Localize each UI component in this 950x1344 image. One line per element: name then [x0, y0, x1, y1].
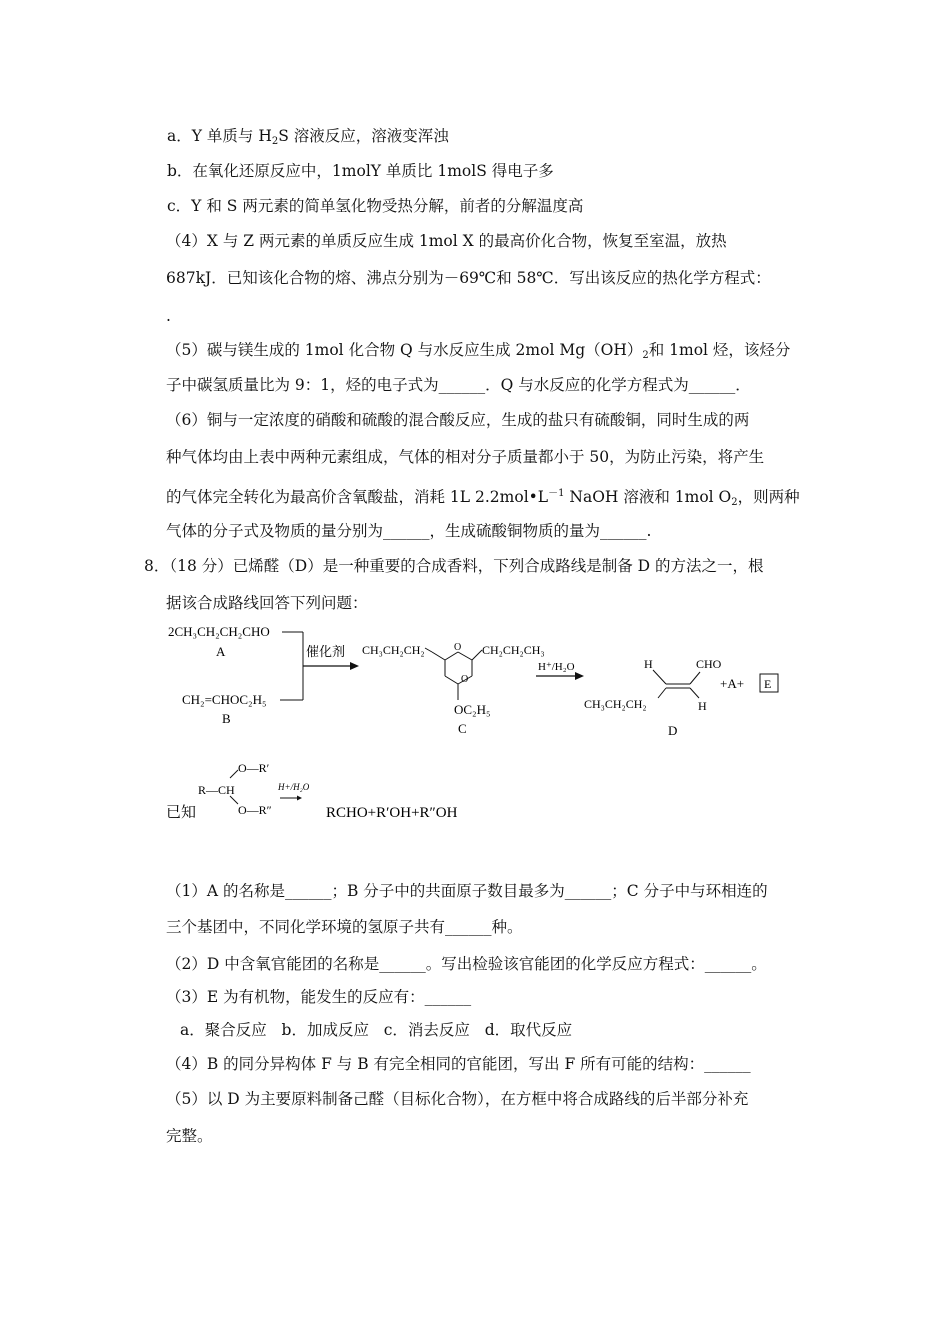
compound-d-h1: H — [644, 657, 653, 671]
compound-c-label: C — [458, 721, 467, 736]
known-products: RCHO+R′OH+R″OH — [326, 805, 458, 821]
compound-c-left-chain: CH₃CH₂CH₂ — [362, 643, 425, 657]
option-c: c．Y 和 S 两元素的简单氢化物受热分解，前者的分解温度高 — [167, 197, 584, 215]
known-bond-top — [230, 770, 238, 778]
known-or1: O—R′ — [238, 761, 270, 775]
compound-d-cho: CHO — [696, 657, 722, 671]
compound-d-label: D — [668, 723, 678, 738]
q8-1-line2: 三个基团中，不同化学环境的氢原子共有______种。 — [166, 918, 523, 936]
compound-a-formula: 2CH₃CH₂CH₂CHO — [168, 624, 270, 639]
option-a: a．Y 单质与 $H_2S$ 溶液反应，溶液变浑浊 — [167, 127, 449, 147]
known-condition: H+/H₂O — [278, 782, 310, 792]
q5-line2: 子中碳氢质量比为 9：1，烃的电子式为______．Q 与水反应的化学方程式为______． — [166, 376, 751, 394]
compound-c-right-chain: CH₂CH₂CH₃ — [482, 643, 545, 657]
ring-oxygen-top: O — [454, 642, 462, 653]
arrow-1-head — [350, 662, 359, 670]
known-label: 已知 — [166, 805, 197, 821]
q8-line2: 据该合成路线回答下列问题： — [166, 594, 368, 612]
arrow-2-head — [575, 672, 584, 680]
q6-line2: 种气体均由上表中两种元素组成，气体的相对分子质量都小于 50，为防止污染，将产生 — [166, 448, 765, 466]
plus-a-text: +A+ — [720, 676, 745, 691]
q5-line1: （5）碳与镁生成的 1mol 化合物 Q 与水反应生成 2mol $Mg(OH)_2$和 1mol 烃，该烃分 — [166, 341, 791, 361]
q6-line4: 气体的分子式及物质的量分别为______，生成硫酸铜物质的量为______. — [166, 522, 652, 540]
q8-3: （3）E 为有机物，能发生的反应有：______ — [166, 988, 472, 1006]
ring-oxygen-bottom: O — [461, 674, 469, 685]
compound-b-label: B — [222, 711, 231, 726]
q8-line1: 8．（18 分）已烯醛（D）是一种重要的合成香料，下列合成路线是制备 D 的方法之一，根 — [144, 557, 764, 575]
q8-3-options: a．聚合反应 b．加成反应 c．消去反应 d．取代反应 — [180, 1021, 573, 1039]
option-b: b．在氧化还原反应中，1molY 单质比 1molS 得电子多 — [167, 162, 554, 180]
compound-c-ring — [425, 648, 482, 700]
e-box-label: E — [764, 677, 772, 691]
compound-c-substituent: OC₂H₅ — [454, 702, 491, 717]
known-reaction — [160, 756, 520, 826]
catalyst-label: 催化剂 — [306, 644, 346, 659]
reagent-label: H⁺/H₂O — [538, 661, 575, 673]
known-arrow-head — [297, 796, 302, 801]
compound-d-chain: CH₃CH₂CH₂ — [584, 697, 647, 711]
q8-2: （2）D 中含氧官能团的名称是______。写出检验该官能团的化学反应方程式：______。 — [166, 955, 767, 973]
q6-line3: 的气体完全转化为最高价含氧酸盐，消耗 1L $2.2mol•L^{-1}$ NaOH 溶液和 1mol $O_2$，则两种 — [166, 488, 800, 508]
q4-line2: 687kJ．已知该化合物的熔、沸点分别为－69℃和 58℃．写出该反应的热化学方程式： — [166, 269, 771, 287]
known-or2: O—R″ — [238, 803, 272, 817]
q4-line1: （4）X 与 Z 两元素的单质反应生成 1mol X 的最高价化合物，恢复至室温，放热 — [166, 232, 727, 250]
synthesis-scheme — [160, 618, 800, 748]
known-r-ch: R—CH — [198, 783, 235, 797]
q4-line3: . — [166, 307, 171, 325]
q8-5-line1: （5）以 D 为主要原料制备己醛（目标化合物），在方框中将合成路线的后半部分补充 — [166, 1090, 749, 1108]
q6-line1: （6）铜与一定浓度的硝酸和硫酸的混合酸反应，生成的盐只有硫酸铜，同时生成的两 — [166, 411, 750, 429]
q8-1-line1: （1）A 的名称是______；B 分子中的共面原子数目最多为______；C 分子中与环相连的 — [166, 882, 768, 900]
q8-4: （4）B 的同分异构体 F 与 B 有完全相同的官能团，写出 F 所有可能的结构：______ — [166, 1055, 751, 1073]
compound-d-bonds — [653, 670, 700, 698]
q8-5-line2: 完整。 — [166, 1127, 213, 1145]
compound-a-label: A — [216, 644, 226, 659]
compound-b-formula: CH₂=CHOC₂H₅ — [182, 692, 267, 707]
known-bond-bottom — [230, 796, 238, 804]
compound-d-h2: H — [698, 699, 707, 713]
